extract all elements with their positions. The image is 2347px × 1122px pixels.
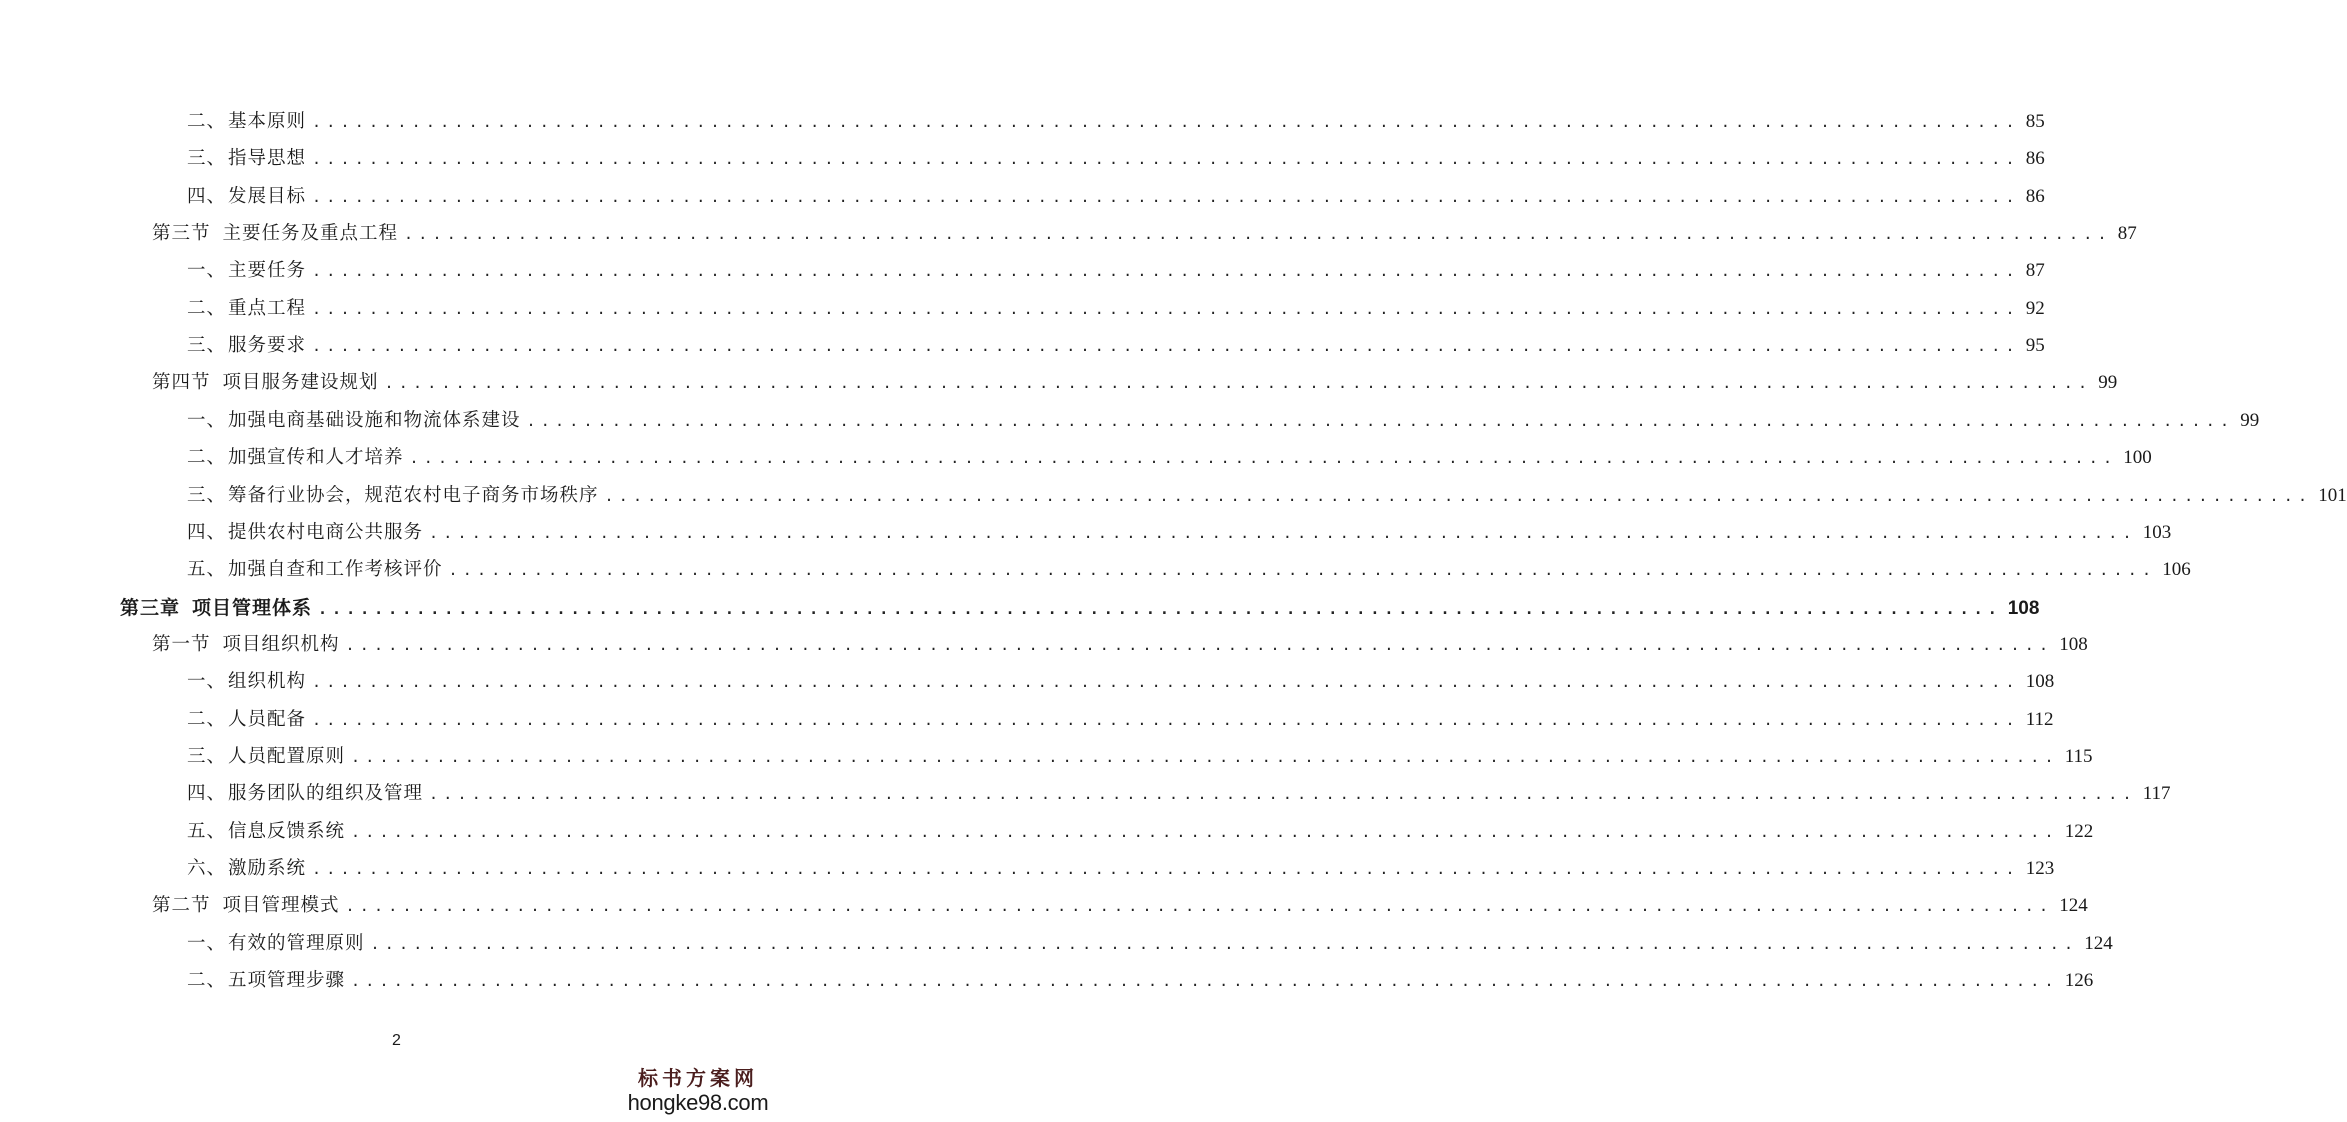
toc-entry-text: 项目管理模式 <box>222 895 340 917</box>
toc-page-number: 124 <box>2084 932 2113 954</box>
toc-entry-text: 人员配备 <box>228 708 307 730</box>
toc-entry-title <box>187 854 306 884</box>
toc-entry-title <box>152 891 340 921</box>
toc-dot-leader: ........................................................................................................................ <box>448 561 2157 580</box>
toc-entry-number: 第一节 <box>152 633 211 655</box>
toc-dot-leader: ........................................................................................................................ <box>384 374 2093 393</box>
toc-dot-leader: ........................................................................................................................ <box>312 150 2020 169</box>
toc-page-number: 101 <box>2318 484 2347 506</box>
toc-page-number: 95 <box>2025 335 2045 357</box>
toc-subsection-entry[interactable] <box>187 705 2054 735</box>
toc-page-number: 108 <box>2059 633 2088 655</box>
toc-page-number: 99 <box>2098 372 2118 394</box>
toc-entry-title <box>187 406 521 436</box>
toc-entry-number: 三、 <box>187 484 227 506</box>
toc-entry-number: 五、 <box>187 559 227 581</box>
toc-entry-title <box>187 331 306 361</box>
toc-page-number: 86 <box>2025 185 2045 207</box>
toc-entry-number: 五、 <box>187 820 227 842</box>
toc-entry-text: 加强自查和工作考核评价 <box>228 559 443 581</box>
toc-subsection-entry[interactable] <box>187 406 2260 436</box>
toc-dot-leader: ........................................................................................................................ <box>312 113 2020 131</box>
toc-entry-text: 人员配置原则 <box>228 745 346 767</box>
toc-subsection-entry[interactable] <box>187 555 2191 585</box>
toc-entry-number: 第三章 <box>120 596 181 619</box>
toc-page-number: 103 <box>2142 521 2172 543</box>
toc-page-number: 92 <box>2025 297 2045 319</box>
toc-subsection-entry[interactable] <box>187 144 2045 174</box>
toc-page-number: 124 <box>2059 895 2088 917</box>
toc-page-number: 117 <box>2142 783 2171 805</box>
toc-entry-title <box>187 817 345 847</box>
toc-entry-title <box>187 518 423 548</box>
toc-subsection-entry[interactable] <box>187 443 2152 473</box>
toc-entry-title <box>187 667 306 697</box>
toc-entry-number: 六、 <box>187 858 227 879</box>
toc-entry-text: 主要任务及重点工程 <box>222 223 399 245</box>
toc-page-number: 106 <box>2162 559 2191 581</box>
toc-dot-leader: ........................................................................................................................ <box>604 486 2313 505</box>
toc-entry-text: 指导思想 <box>228 148 307 170</box>
toc-dot-leader: ........................................................................................................................ <box>351 822 2059 841</box>
toc-entry-number: 四、 <box>187 783 227 805</box>
toc-entry-title <box>187 481 599 511</box>
toc-entry-title <box>187 144 306 174</box>
toc-entry-number: 二、 <box>187 111 227 132</box>
toc-page-number: 112 <box>2025 708 2054 730</box>
toc-entry-number: 二、 <box>187 297 227 319</box>
toc-dot-leader: ........................................................................................................................ <box>526 411 2235 430</box>
toc-dot-leader: ........................................................................................................................ <box>404 225 2112 244</box>
page-number: 2 <box>392 1032 401 1049</box>
toc-dot-leader: ........................................................................................................................ <box>318 599 2002 618</box>
toc-entry-title <box>187 443 404 473</box>
toc-entry-text: 发展目标 <box>228 185 307 207</box>
toc-page-number: 85 <box>2025 111 2045 132</box>
toc-entry-title <box>152 368 379 398</box>
toc-entry-text: 加强宣传和人才培养 <box>228 447 404 469</box>
toc-entry-title <box>187 182 306 212</box>
toc-entry-number: 第二节 <box>152 895 211 917</box>
toc-entry-number: 一、 <box>187 932 227 954</box>
toc-subsection-entry[interactable] <box>187 966 2094 996</box>
toc-subsection-entry[interactable] <box>187 817 2094 847</box>
toc-dot-leader: ........................................................................................................................ <box>370 934 2079 953</box>
toc-subsection-entry[interactable] <box>187 779 2171 809</box>
watermark-logo <box>623 1066 773 1116</box>
toc-entry-number: 三、 <box>187 148 227 170</box>
toc-entry-title <box>187 966 345 996</box>
toc-subsection-entry[interactable] <box>187 256 2045 286</box>
toc-entry-number: 一、 <box>187 260 227 282</box>
toc-entry-title <box>187 929 365 959</box>
toc-page-number: 115 <box>2064 745 2093 767</box>
toc-entry-title <box>187 107 306 137</box>
toc-page-number: 122 <box>2064 820 2094 842</box>
toc-entry-number: 四、 <box>187 521 227 543</box>
toc-subsection-entry[interactable] <box>187 518 2172 548</box>
toc-dot-leader: ........................................................................................................................ <box>345 635 2054 654</box>
toc-entry-text: 项目管理体系 <box>192 596 313 619</box>
toc-section-entry[interactable] <box>152 630 2088 660</box>
toc-entry-number: 三、 <box>187 745 227 767</box>
toc-entry-number: 二、 <box>187 447 227 469</box>
toc-dot-leader: ........................................................................................................................ <box>312 262 2020 281</box>
toc-dot-leader: ........................................................................................................................ <box>429 523 2137 542</box>
toc-subsection-entry[interactable] <box>187 182 2045 212</box>
toc-subsection-entry[interactable] <box>187 667 2055 697</box>
toc-page-number: 99 <box>2240 409 2260 431</box>
toc-dot-leader: ........................................................................................................................ <box>409 449 2118 468</box>
toc-subsection-entry[interactable] <box>187 331 2045 361</box>
toc-entry-text: 主要任务 <box>228 260 307 282</box>
toc-entry-text: 筹备行业协会，规范农村电子商务市场秩序 <box>228 484 599 506</box>
toc-subsection-entry[interactable] <box>187 481 2347 511</box>
toc-entry-text: 有效的管理原则 <box>228 932 365 954</box>
toc-page-number: 126 <box>2064 970 2094 992</box>
toc-entry-number: 二、 <box>187 708 227 730</box>
toc-page-number: 108 <box>2025 671 2055 693</box>
toc-entry-text: 基本原则 <box>228 111 307 132</box>
toc-entry-number: 一、 <box>187 671 227 693</box>
toc-dot-leader: ........................................................................................................................ <box>312 860 2020 878</box>
toc-dot-leader: ........................................................................................................................ <box>312 337 2020 356</box>
toc-entry-title <box>152 219 398 249</box>
toc-entry-title <box>187 742 345 772</box>
toc-dot-leader: ........................................................................................................................ <box>351 972 2059 991</box>
toc-entry-text: 服务团队的组织及管理 <box>228 783 424 805</box>
toc-entry-number: 二、 <box>187 970 227 992</box>
toc-entry-number: 第三节 <box>152 223 211 245</box>
toc-entry-title <box>187 294 306 324</box>
toc-subsection-entry[interactable] <box>187 854 2055 884</box>
toc-page-number: 86 <box>2025 148 2045 170</box>
toc-page-number: 87 <box>2117 223 2137 245</box>
toc-entry-title <box>152 630 340 660</box>
watermark-line1: 标书方案网 <box>638 1066 758 1090</box>
toc-dot-leader: ........................................................................................................................ <box>345 897 2054 916</box>
toc-subsection-entry[interactable] <box>187 294 2045 324</box>
toc-entry-text: 项目服务建设规划 <box>222 372 379 394</box>
toc-entry-text: 加强电商基础设施和物流体系建设 <box>228 409 521 431</box>
toc-entry-text: 服务要求 <box>228 335 307 357</box>
toc-entry-text: 激励系统 <box>228 858 307 879</box>
toc-subsection-entry[interactable] <box>187 107 2045 137</box>
toc-entry-text: 项目组织机构 <box>222 633 340 655</box>
toc-entry-title <box>187 705 306 735</box>
toc-subsection-entry[interactable] <box>187 742 2093 772</box>
toc-section-entry[interactable] <box>152 368 2118 398</box>
toc-entry-text: 信息反馈系统 <box>228 820 346 842</box>
toc-page-number: 87 <box>2025 260 2045 282</box>
toc-entry-text: 提供农村电商公共服务 <box>228 521 424 543</box>
toc-dot-leader: ........................................................................................................................ <box>312 673 2020 692</box>
toc-page-number: 108 <box>2007 597 2040 619</box>
toc-entry-text: 组织机构 <box>228 671 307 693</box>
toc-entry-title <box>187 779 423 809</box>
toc-entry-number: 三、 <box>187 335 227 357</box>
toc-page-number: 123 <box>2025 858 2055 879</box>
toc-entry-number: 四、 <box>187 185 227 207</box>
toc-dot-leader: ........................................................................................................................ <box>312 187 2020 206</box>
toc-entry-title <box>120 593 312 623</box>
toc-dot-leader: ........................................................................................................................ <box>429 785 2137 804</box>
toc-entry-title <box>187 256 306 286</box>
toc-entry-number: 第四节 <box>152 372 211 394</box>
watermark-line2: hongke98.com <box>627 1090 769 1115</box>
toc-entry-text: 五项管理步骤 <box>228 970 346 992</box>
toc-section-entry[interactable] <box>152 891 2088 921</box>
toc-entry-text: 重点工程 <box>228 297 307 319</box>
toc-chapter-entry[interactable] <box>120 593 2040 623</box>
toc-page-number: 100 <box>2123 447 2152 469</box>
toc-dot-leader: ........................................................................................................................ <box>351 747 2059 766</box>
toc-entry-number: 一、 <box>187 409 227 431</box>
toc-subsection-entry[interactable] <box>187 929 2113 959</box>
toc-dot-leader: ........................................................................................................................ <box>312 299 2020 318</box>
toc-entry-title <box>187 555 443 585</box>
toc-section-entry[interactable] <box>152 219 2137 249</box>
toc-dot-leader: ........................................................................................................................ <box>312 710 2020 729</box>
